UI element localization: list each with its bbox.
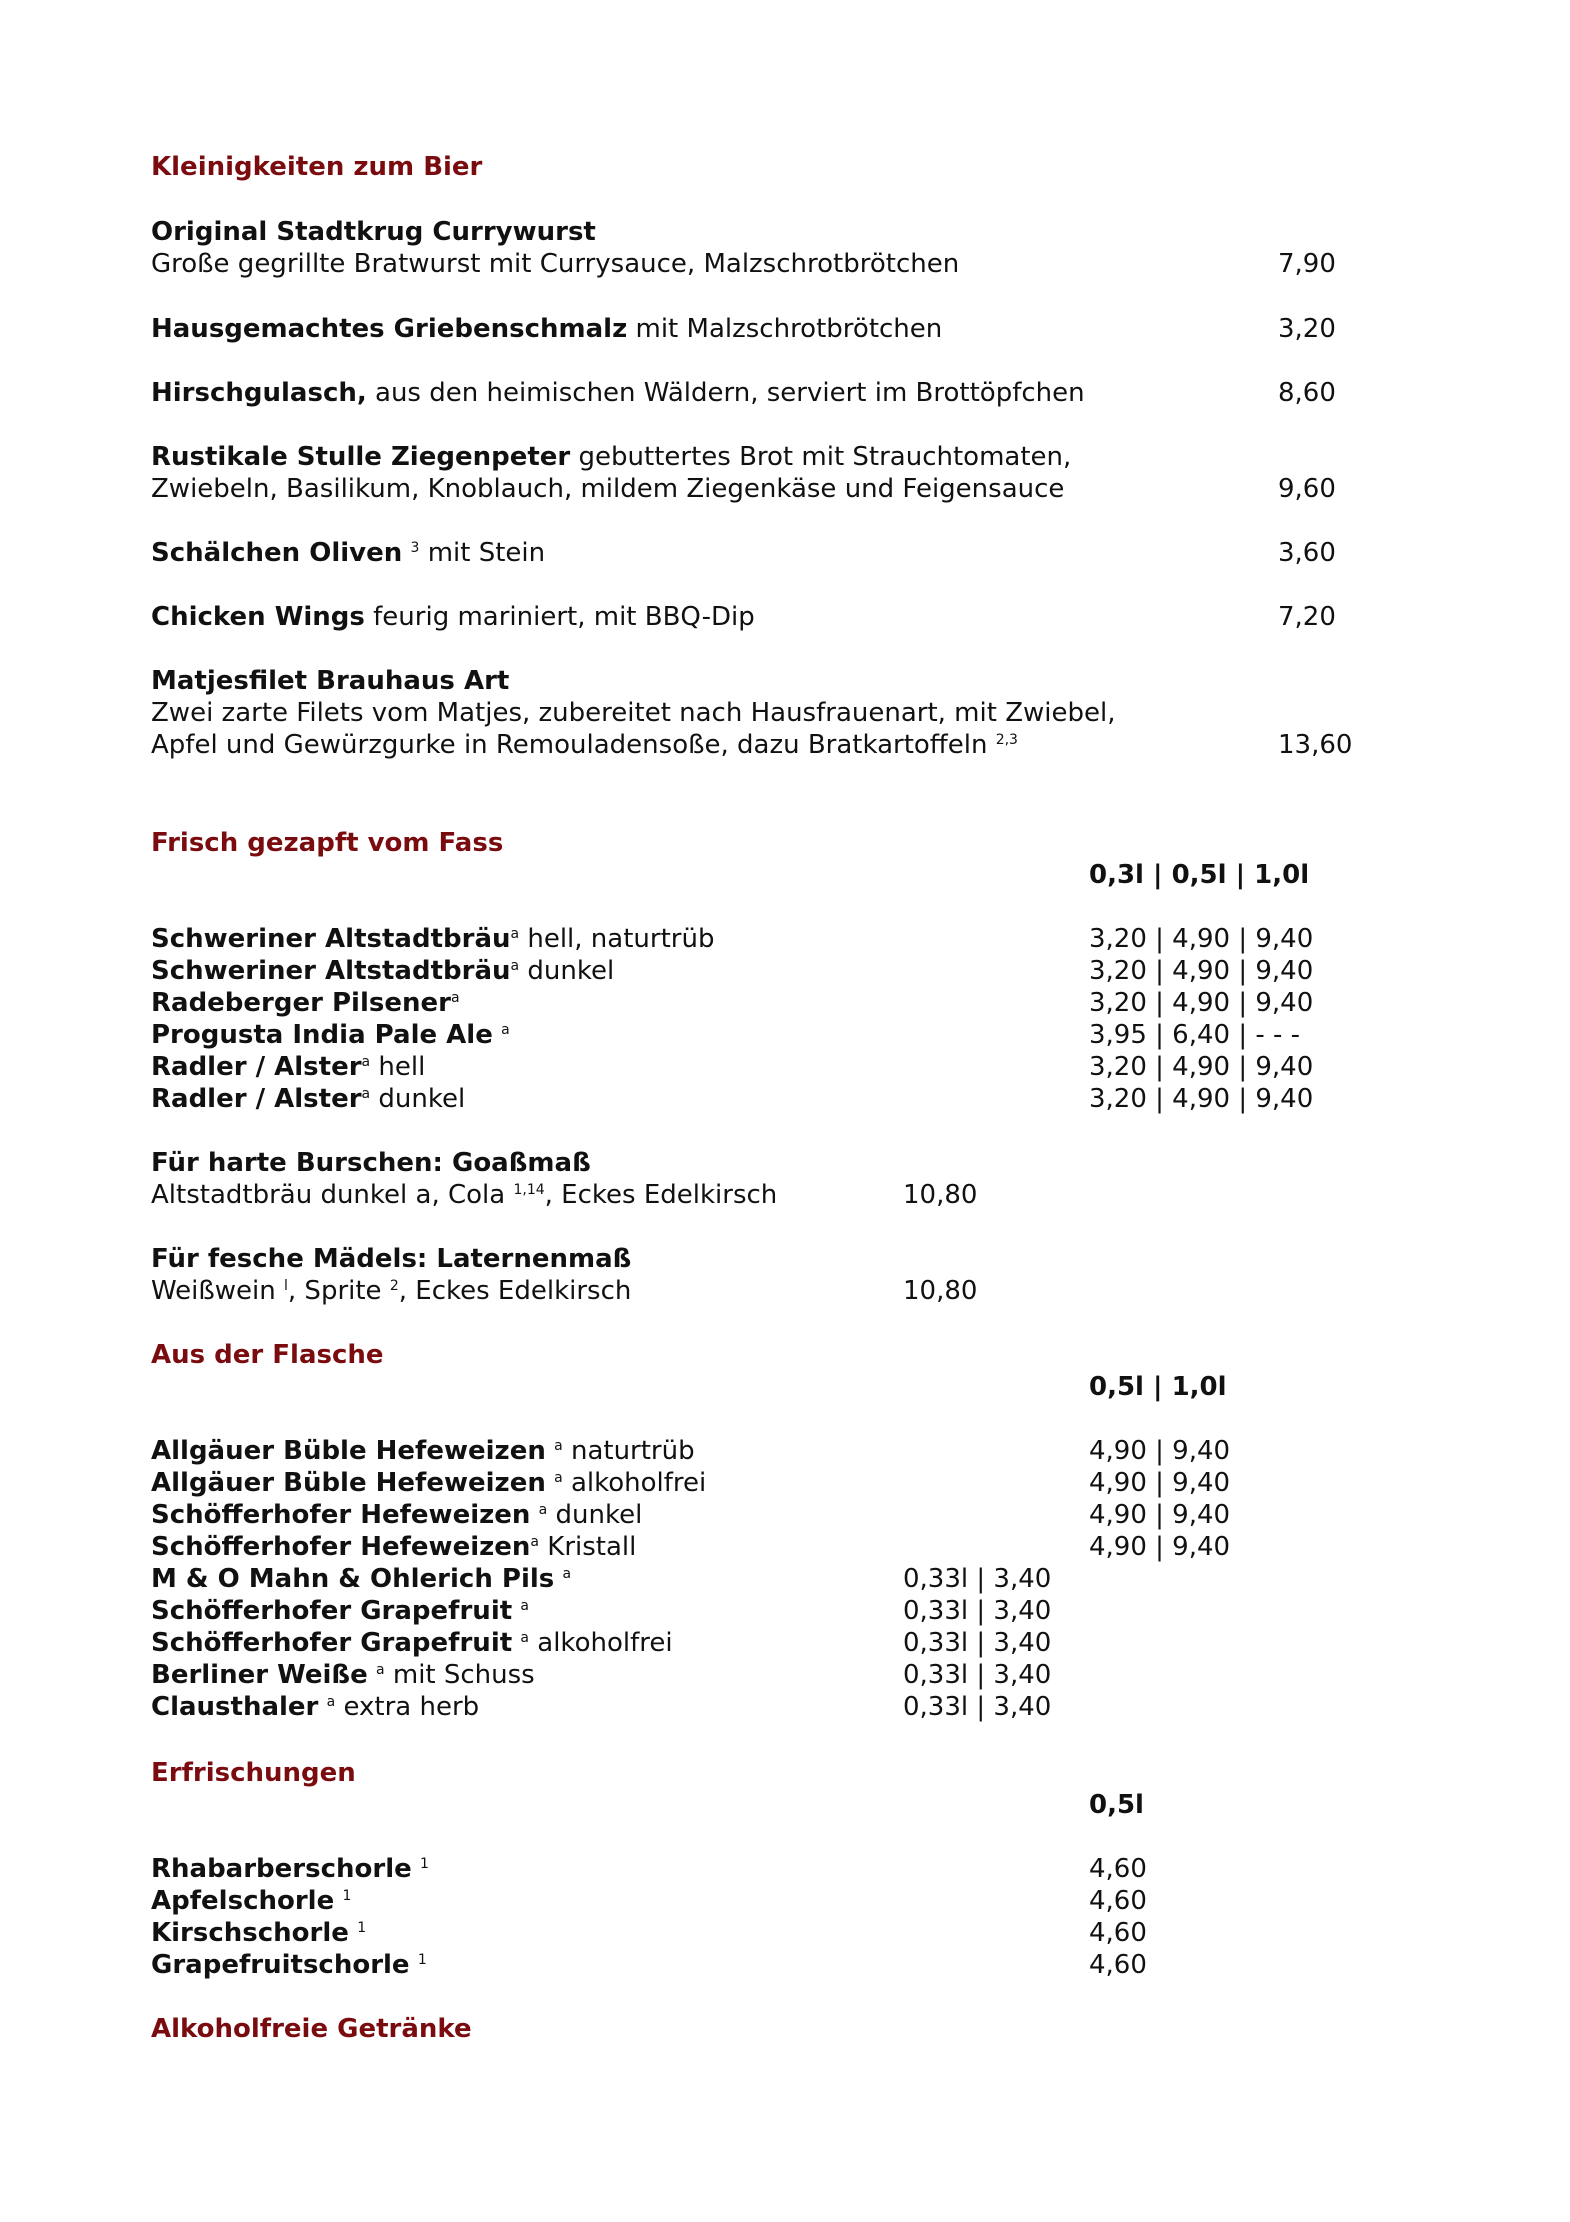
menu-item-price: 7,20 <box>1278 602 1336 632</box>
footnote-marker: a <box>510 926 520 942</box>
footnote-marker: a <box>530 1534 539 1550</box>
footnote-marker: l <box>284 1278 288 1294</box>
drink-price: 3,20 | 4,90 | 9,40 <box>1089 956 1314 986</box>
menu-item-line <box>151 601 755 633</box>
drink-row <box>151 1949 427 1981</box>
menu-item-desc: aus den heimischen Wäldern, serviert im Brottöpfchen <box>366 378 1085 408</box>
footnote-marker: a <box>538 1502 548 1518</box>
menu-item-desc: Zwei zarte Filets vom Matjes, zubereitet nach Hausfrauenart, mit Zwiebel, <box>151 698 1116 728</box>
drink-desc: alkoholfrei <box>529 1628 673 1658</box>
size-header: 0,5l | 1,0l <box>1089 1372 1227 1402</box>
drink-desc: naturtrüb <box>562 1436 695 1466</box>
menu-item-line <box>151 377 1085 409</box>
special-desc <box>151 1275 631 1307</box>
footnote-marker: 1 <box>357 1920 367 1936</box>
special-desc-part: , Eckes Edelkirsch <box>398 1276 632 1306</box>
menu-item-price: 7,90 <box>1278 249 1336 279</box>
footnote-marker: a <box>554 1438 563 1454</box>
drink-price: 3,20 | 4,90 | 9,40 <box>1089 988 1314 1018</box>
section-heading-alkoholfrei: Alkoholfreie Getränke <box>151 2014 472 2044</box>
menu-item-name: Hausgemachtes Griebenschmalz <box>151 314 628 344</box>
drink-price: 4,90 | 9,40 <box>1089 1436 1231 1466</box>
menu-item-price: 3,20 <box>1278 314 1336 344</box>
drink-name: Berliner Weiße <box>151 1660 368 1690</box>
drink-row <box>151 1691 479 1723</box>
drink-name: Allgäuer Büble Hefeweizen <box>151 1468 546 1498</box>
drink-row <box>151 1853 429 1885</box>
menu-item-name: Rustikale Stulle Ziegenpeter <box>151 442 571 472</box>
size-header: 0,3l | 0,5l | 1,0l <box>1089 860 1310 890</box>
menu-item-price: 3,60 <box>1278 538 1336 568</box>
drink-row <box>151 1627 673 1659</box>
footnote-marker: a <box>520 1630 530 1646</box>
drink-name: Schweriner Altstadtbräu <box>151 956 511 986</box>
menu-item-desc: Zwiebeln, Basilikum, Knoblauch, mildem Ziegenkäse und Feigensauce <box>151 474 1065 504</box>
footnote-marker: 3 <box>410 540 420 556</box>
drink-desc: hell, naturtrüb <box>519 924 715 954</box>
drink-row <box>151 1019 510 1051</box>
drink-desc: alkoholfrei <box>562 1468 707 1498</box>
menu-item-line <box>151 313 942 345</box>
drink-price: 4,60 <box>1089 1886 1147 1916</box>
menu-item-desc: mit Stein <box>419 538 546 568</box>
special-price: 10,80 <box>903 1276 978 1306</box>
drink-name: Schöfferhofer Grapefruit <box>151 1628 513 1658</box>
drink-name: Schöfferhofer Hefeweizen <box>151 1500 531 1530</box>
menu-item-price: 8,60 <box>1278 378 1336 408</box>
menu-item-name: Chicken Wings <box>151 602 365 632</box>
drink-name: Schöfferhofer Hefeweizen <box>151 1532 531 1562</box>
special-desc <box>151 1179 777 1211</box>
drink-price: 3,20 | 4,90 | 9,40 <box>1089 1084 1314 1114</box>
footnote-marker: a <box>510 958 520 974</box>
drink-price: 4,60 <box>1089 1918 1147 1948</box>
drink-row <box>151 1563 571 1595</box>
drink-desc: hell <box>370 1052 426 1082</box>
drink-row <box>151 1467 706 1499</box>
drink-desc: extra herb <box>335 1692 480 1722</box>
drink-desc: dunkel <box>370 1084 466 1114</box>
drink-price: 3,20 | 4,90 | 9,40 <box>1089 1052 1314 1082</box>
drink-row <box>151 1499 642 1531</box>
menu-item-line <box>151 729 1018 761</box>
menu-item-desc: mit Malzschrotbrötchen <box>627 314 943 344</box>
drink-row <box>151 987 460 1019</box>
drink-row <box>151 923 714 955</box>
menu-item-name: Hirschgulasch, <box>151 378 367 408</box>
drink-name: Apfelschorle <box>151 1886 335 1916</box>
special-desc-part: , Eckes Edelkirsch <box>544 1180 778 1210</box>
special-price: 10,80 <box>903 1180 978 1210</box>
drink-row <box>151 1435 695 1467</box>
special-desc-part: , Sprite <box>287 1276 382 1306</box>
section-heading-flasche: Aus der Flasche <box>151 1340 384 1370</box>
drink-price: 0,33l | 3,40 <box>903 1628 1052 1658</box>
drink-name: Schöfferhofer Grapefruit <box>151 1596 513 1626</box>
drink-name: M & O Mahn & Ohlerich Pils <box>151 1564 555 1594</box>
drink-name: Rhabarberschorle <box>151 1854 412 1884</box>
drink-price: 0,33l | 3,40 <box>903 1564 1052 1594</box>
footnote-marker: a <box>562 1566 572 1582</box>
drink-name: Schweriner Altstadtbräu <box>151 924 511 954</box>
footnote-marker: a <box>520 1598 530 1614</box>
footnote-marker: a <box>554 1470 563 1486</box>
drink-price: 0,33l | 3,40 <box>903 1692 1052 1722</box>
drink-name: Radler / Alster <box>151 1084 362 1114</box>
menu-item-desc: Apfel und Gewürzgurke in Remouladensoße, dazu Bratkartoffeln <box>151 730 988 760</box>
drink-row <box>151 1595 529 1627</box>
drink-desc: mit Schuss <box>384 1660 535 1690</box>
menu-item-line <box>151 537 545 569</box>
footnote-marker: a <box>361 1086 371 1102</box>
drink-name: Progusta India Pale Ale <box>151 1020 493 1050</box>
drink-row <box>151 1885 351 1917</box>
footnote-marker: a <box>450 990 460 1006</box>
drink-row <box>151 1531 636 1563</box>
drink-desc: dunkel <box>547 1500 643 1530</box>
drink-row <box>151 1659 535 1691</box>
size-header: 0,5l <box>1089 1790 1144 1820</box>
drink-price: 4,90 | 9,40 <box>1089 1468 1231 1498</box>
menu-item-price: 13,60 <box>1278 730 1353 760</box>
footnote-marker: 1 <box>342 1888 352 1904</box>
drink-name: Radler / Alster <box>151 1052 362 1082</box>
special-name: Für fesche Mädels: Laternenmaß <box>151 1244 632 1274</box>
drink-row <box>151 955 614 987</box>
footnote-marker: a <box>361 1054 371 1070</box>
drink-price: 0,33l | 3,40 <box>903 1660 1052 1690</box>
special-desc-part: Altstadtbräu dunkel a, Cola <box>151 1180 506 1210</box>
drink-price: 4,90 | 9,40 <box>1089 1532 1231 1562</box>
drink-row <box>151 1083 465 1115</box>
menu-item-desc: Große gegrillte Bratwurst mit Currysauce, Malzschrotbrötchen <box>151 249 960 279</box>
drink-name: Grapefruitschorle <box>151 1950 410 1980</box>
drink-row <box>151 1917 366 1949</box>
menu-item-name: Original Stadtkrug Currywurst <box>151 217 596 247</box>
footnote-marker: a <box>326 1694 336 1710</box>
section-heading-erfrischungen: Erfrischungen <box>151 1758 356 1788</box>
drink-price: 3,95 | 6,40 | - - - <box>1089 1020 1301 1050</box>
footnote-marker: 1,14 <box>513 1182 545 1198</box>
drink-price: 3,20 | 4,90 | 9,40 <box>1089 924 1314 954</box>
footnote-marker: a <box>501 1022 510 1038</box>
footnote-marker: 2 <box>389 1278 399 1294</box>
special-desc-part: Weißwein <box>151 1276 276 1306</box>
section-heading-fass: Frisch gezapft vom Fass <box>151 828 504 858</box>
drink-name: Clausthaler <box>151 1692 319 1722</box>
drink-name: Kirschschorle <box>151 1918 349 1948</box>
drink-price: 4,90 | 9,40 <box>1089 1500 1231 1530</box>
drink-desc: Kristall <box>539 1532 637 1562</box>
drink-desc: dunkel <box>519 956 615 986</box>
drink-price: 0,33l | 3,40 <box>903 1596 1052 1626</box>
footnote-marker: a <box>376 1662 385 1678</box>
drink-price: 4,60 <box>1089 1950 1147 1980</box>
menu-item-desc: feurig mariniert, mit BBQ-Dip <box>364 602 755 632</box>
special-name: Für harte Burschen: Goaßmaß <box>151 1148 591 1178</box>
footnote-marker: 2,3 <box>995 732 1018 748</box>
footnote-marker: 1 <box>420 1856 429 1872</box>
section-heading-kleinigkeiten: Kleinigkeiten zum Bier <box>151 152 483 182</box>
menu-item-name: Schälchen Oliven <box>151 538 403 568</box>
footnote-marker: 1 <box>417 1952 427 1968</box>
menu-item-price: 9,60 <box>1278 474 1336 504</box>
drink-name: Radeberger Pilsener <box>151 988 451 1018</box>
menu-item-name: Matjesfilet Brauhaus Art <box>151 666 510 696</box>
drink-row <box>151 1051 425 1083</box>
drink-price: 4,60 <box>1089 1854 1147 1884</box>
drink-name: Allgäuer Büble Hefeweizen <box>151 1436 546 1466</box>
menu-item-desc: gebuttertes Brot mit Strauchtomaten, <box>570 442 1072 472</box>
menu-item-line <box>151 441 1071 473</box>
